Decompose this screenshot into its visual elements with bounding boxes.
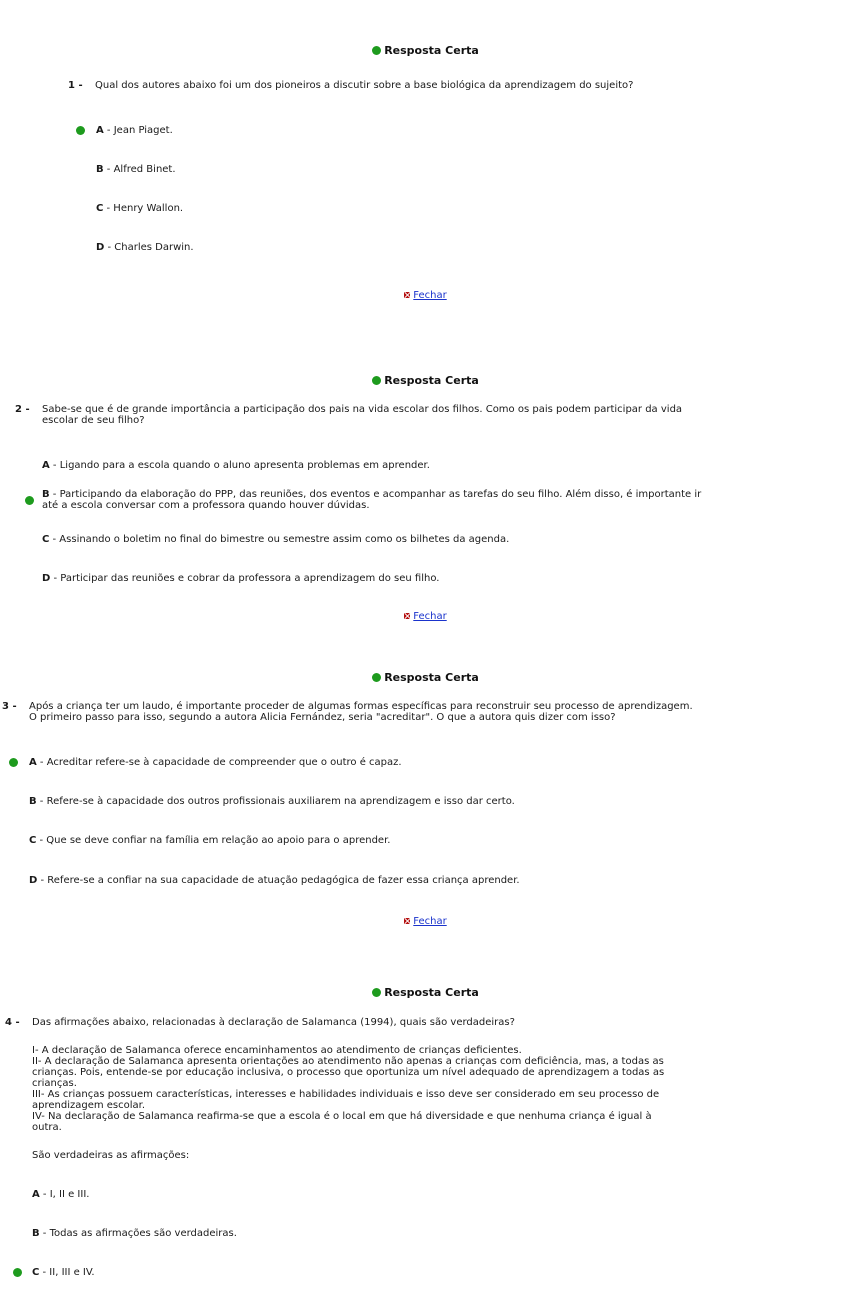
option-b[interactable]: B - Alfred Binet. — [96, 164, 176, 175]
status-correct: Resposta Certa — [0, 671, 851, 685]
statement-line: crianças. Pois, entende-se por educação inclusiva, o processo que oportuniza um nível adequado de aprendizagem a todas as — [32, 1067, 665, 1078]
correct-answer-icon — [13, 1268, 22, 1277]
correct-dot-icon — [372, 673, 381, 682]
close-icon — [404, 613, 410, 619]
option-b[interactable]: B - Refere-se à capacidade dos outros profissionais auxiliarem na aprendizagem e isso dar certo. — [29, 796, 515, 807]
close-icon — [404, 292, 410, 298]
status-correct: Resposta Certa — [0, 44, 851, 58]
status-correct: Resposta Certa — [0, 986, 851, 1000]
option-c[interactable]: C - Que se deve confiar na família em relação ao apoio para o aprender. — [29, 835, 391, 846]
close-area — [0, 290, 851, 301]
option-c[interactable]: C - Assinando o boletim no final do bimestre ou semestre assim como os bilhetes da agenda. — [42, 534, 510, 545]
statement-line: I- A declaração de Salamanca oferece encaminhamentos ao atendimento de crianças deficientes. — [32, 1045, 522, 1056]
correct-answer-icon — [25, 496, 34, 505]
statement-line: outra. — [32, 1122, 62, 1133]
correct-answer-icon — [76, 126, 85, 135]
option-c[interactable]: C - Henry Wallon. — [96, 203, 184, 214]
close-link[interactable]: Fechar — [413, 290, 447, 301]
option-d[interactable]: D - Participar das reuniões e cobrar da professora a aprendizagem do seu filho. — [42, 573, 440, 584]
statement-line: aprendizagem escolar. — [32, 1100, 146, 1111]
option-a[interactable]: A - Ligando para a escola quando o aluno apresenta problemas em aprender. — [42, 460, 430, 471]
close-area — [0, 611, 851, 622]
option-a[interactable]: A - Acreditar refere-se à capacidade de compreender que o outro é capaz. — [29, 757, 402, 769]
statement-line: II- A declaração de Salamanca apresenta orientações ao atendimento não apenas a crianças com deficiência, mas, a todas as — [32, 1056, 664, 1067]
prompt-text: São verdadeiras as afirmações: — [32, 1150, 190, 1161]
correct-answer-icon — [9, 758, 18, 767]
option-d[interactable]: D - Refere-se a confiar na sua capacidade de atuação pedagógica de fazer essa criança aprender. — [29, 875, 520, 886]
close-link[interactable]: Fechar — [413, 611, 447, 622]
statement-line: III- As crianças possuem características, interesses e habilidades individuais e isso deve ser considerado em seu processo de — [32, 1089, 660, 1100]
option-b[interactable]: B - Participando da elaboração do PPP, das reuniões, dos eventos e acompanhar as tarefas do seu filho. Além disso, é importante ir até a escola conversar com a professora quando houver dúvidas. — [42, 489, 701, 512]
close-icon — [404, 918, 410, 924]
statement-line: crianças. — [32, 1078, 77, 1089]
option-a[interactable]: A - I, II e III. — [32, 1189, 90, 1200]
correct-dot-icon — [372, 988, 381, 997]
close-link[interactable]: Fechar — [413, 916, 447, 927]
option-b[interactable]: B - Todas as afirmações são verdadeiras. — [32, 1228, 237, 1239]
close-area — [0, 916, 851, 927]
correct-dot-icon — [372, 376, 381, 385]
option-a[interactable]: A - Jean Piaget. — [96, 125, 173, 137]
statement-line: IV- Na declaração de Salamanca reafirma-se que a escola é o local em que há diversidade e que nenhuma criança é igual à — [32, 1111, 652, 1122]
option-c[interactable]: C - II, III e IV. — [32, 1267, 95, 1279]
option-d[interactable]: D - Charles Darwin. — [96, 242, 194, 253]
correct-dot-icon — [372, 46, 381, 55]
statements — [32, 1045, 847, 1133]
status-correct: Resposta Certa — [0, 374, 851, 388]
